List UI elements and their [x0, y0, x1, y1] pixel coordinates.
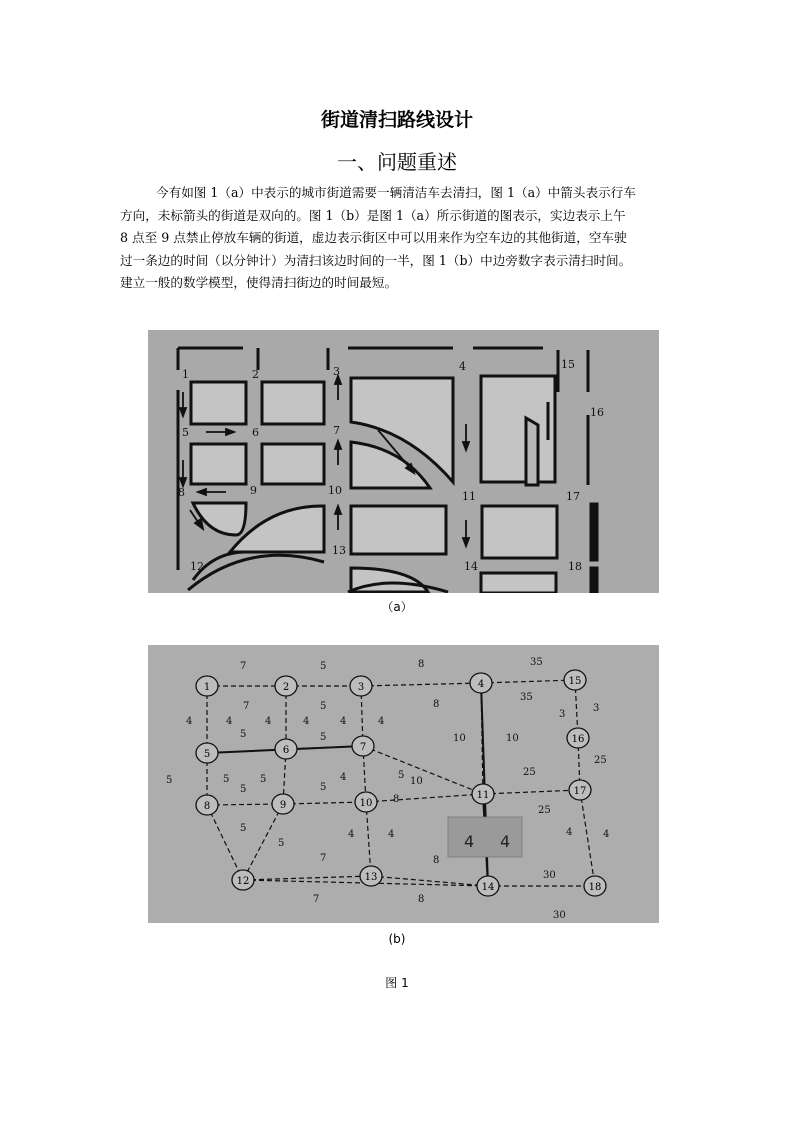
- edge-weight-label: 4: [348, 829, 355, 840]
- node-label: 15: [568, 676, 582, 687]
- intersection-label: 11: [462, 490, 476, 503]
- paragraph-line: 8 点至 9 点禁止停放车辆的街道，虚边表示街区中可以用来作为空车边的其他街道，空车驶: [120, 230, 627, 245]
- paragraph-line: 方向，未标箭头的街道是双向的。图 1（b）是图 1（a）所示街道的图表示，实边表示上午: [120, 207, 626, 223]
- intersection-label: 3: [333, 365, 340, 378]
- node-label: 17: [573, 786, 587, 797]
- edge-weight-label: 3: [559, 709, 566, 720]
- edge-weight-label: 25: [523, 767, 536, 778]
- node-label: 3: [357, 682, 365, 693]
- edge-weight-label: 5: [398, 770, 405, 781]
- edge-weight-label: 8: [433, 699, 440, 710]
- overlay-label: 4: [464, 832, 475, 851]
- problem-paragraph: [120, 182, 680, 295]
- edge-weight-label: 4: [265, 716, 272, 727]
- edge-weight-label: 30: [553, 910, 566, 921]
- node-label: 2: [282, 682, 290, 693]
- edge-weight-label: 5: [260, 774, 267, 785]
- edge-weight-label: 4: [378, 716, 385, 727]
- edge-weight-label: 8: [433, 855, 440, 866]
- figure-b-graph: [148, 645, 659, 923]
- intersection-label: 5: [182, 426, 189, 439]
- intersection-label: 7: [333, 424, 340, 437]
- graph-image: [148, 645, 659, 923]
- intersection-label: 6: [252, 426, 259, 439]
- paragraph-line: 今有如图 1（a）中表示的城市街道需要一辆清洁车去清扫，图 1（a）中箭头表示行车: [156, 185, 636, 200]
- intersection-label: 13: [332, 544, 346, 557]
- node-label: 10: [359, 798, 373, 809]
- figure-a-street-map: [148, 330, 659, 593]
- edge-weight-label: 4: [186, 716, 193, 727]
- document-title: 街道清扫路线设计: [320, 109, 473, 131]
- intersection-label: 4: [459, 360, 466, 373]
- edge-weight-label: 5: [278, 838, 285, 849]
- intersection-label: 10: [328, 484, 342, 497]
- node-label: 11: [476, 790, 490, 801]
- node-label: 18: [588, 882, 602, 893]
- node-label: 4: [477, 679, 485, 690]
- edge-weight-label: 8: [418, 659, 425, 670]
- edge-weight-label: 35: [530, 657, 543, 668]
- edge-weight-label: 4: [340, 772, 347, 783]
- paragraph-line: 过一条边的时间（以分钟计）为清扫该边时间的一半，图 1（b）中边旁数字表示清扫时间。: [120, 252, 632, 268]
- edge-weight-label: 10: [506, 733, 519, 744]
- node-label: 8: [203, 801, 211, 812]
- intersection-label: 15: [561, 358, 575, 371]
- edge-weight-label: 4: [340, 716, 347, 727]
- node-label: 5: [203, 749, 211, 760]
- edge-weight-label: 4: [603, 829, 610, 840]
- edge-weight-label: 4: [303, 716, 310, 727]
- intersection-label: 17: [566, 490, 580, 503]
- edge-weight-label: 5: [320, 782, 327, 793]
- section-heading: 一、问题重述: [337, 150, 457, 174]
- edge-weight-label: 25: [538, 805, 551, 816]
- edge-weight-label: 7: [240, 661, 247, 672]
- edge-weight-label: 8: [393, 794, 400, 805]
- intersection-label: 8: [178, 486, 185, 499]
- edge-weight-label: 4: [226, 716, 233, 727]
- node-label: 6: [282, 745, 290, 756]
- node-label: 7: [359, 742, 367, 753]
- edge-weight-label: 5: [320, 732, 327, 743]
- intersection-label: 18: [568, 560, 582, 573]
- intersection-label: 14: [464, 560, 478, 573]
- edge-weight-label: 35: [520, 692, 533, 703]
- figure-caption: 图 1: [385, 976, 409, 990]
- node-label: 16: [571, 734, 585, 745]
- edge-weight-label: 7: [243, 701, 250, 712]
- overlay-box: [448, 817, 522, 857]
- edge-weight-label: 4: [388, 829, 395, 840]
- edge-weight-label: 8: [418, 894, 425, 905]
- overlay-label: 4: [500, 832, 511, 851]
- edge-weight-label: 5: [320, 701, 327, 712]
- node-label: 13: [364, 872, 378, 883]
- intersection-label: 2: [252, 368, 259, 381]
- figure-b-caption: (b): [388, 932, 406, 946]
- intersection-label: 12: [190, 560, 204, 573]
- intersection-label: 9: [250, 484, 257, 497]
- edge-weight-label: 25: [594, 755, 607, 766]
- edge-weight-label: 7: [313, 894, 320, 905]
- edge-weight-label: 5: [166, 775, 173, 786]
- figure-a-caption: （a）: [381, 600, 413, 614]
- street-map-image: [148, 330, 659, 593]
- edge-weight-label: 5: [320, 661, 327, 672]
- node-label: 1: [203, 682, 211, 693]
- intersection-label: 16: [590, 406, 604, 419]
- edge-weight-label: 7: [320, 853, 327, 864]
- edge-weight-label: 5: [240, 729, 247, 740]
- edge-weight-label: 5: [240, 823, 247, 834]
- node-label: 14: [481, 882, 495, 893]
- edge-weight-label: 10: [410, 776, 423, 787]
- edge-weight-label: 3: [593, 703, 600, 714]
- edge-weight-label: 5: [240, 784, 247, 795]
- edge-weight-label: 30: [543, 870, 556, 881]
- paragraph-line: 建立一般的数学模型，使得清扫街边的时间最短。: [120, 275, 398, 290]
- node-label: 9: [279, 800, 287, 811]
- edge-weight-label: 5: [223, 774, 230, 785]
- node-label: 12: [236, 876, 250, 887]
- edge-weight-label: 10: [453, 733, 466, 744]
- edge-weight-label: 4: [566, 827, 573, 838]
- intersection-label: 1: [182, 368, 189, 381]
